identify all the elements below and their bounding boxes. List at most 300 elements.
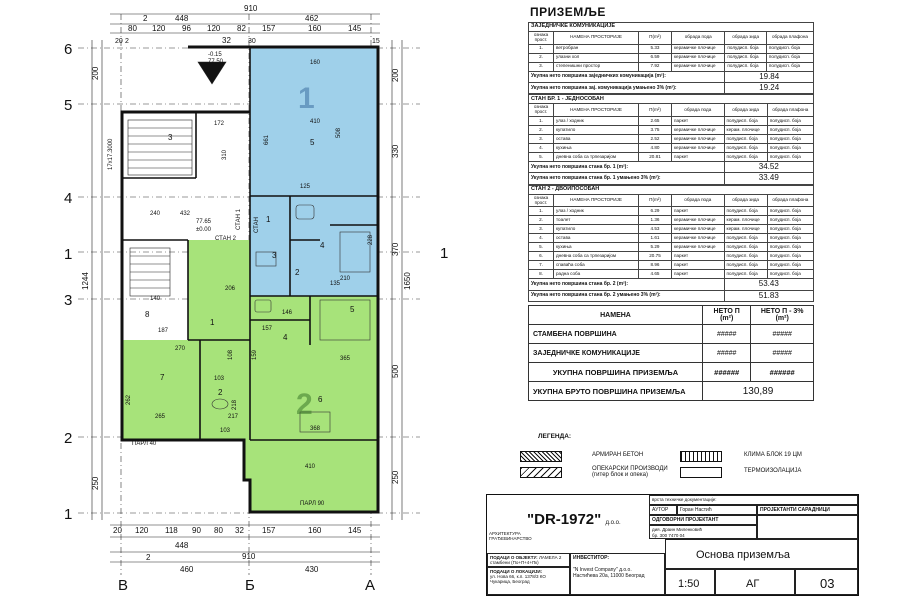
- col-header: обрада пода: [672, 194, 725, 207]
- apartment-1-table: [528, 94, 814, 184]
- table-row: [529, 62, 814, 71]
- table-cell: паркет: [672, 207, 725, 216]
- table-cell: полудисп. боја: [724, 270, 767, 279]
- table-cell: полудисп. боја: [725, 44, 766, 53]
- dim-top: 145: [348, 24, 362, 33]
- summary-row-net3: #####: [751, 344, 814, 363]
- dim-label: -0.15: [208, 52, 222, 58]
- table-cell: 20.75: [639, 252, 672, 261]
- col-header: ознака прост.: [529, 194, 554, 207]
- dim-top: 96: [182, 24, 191, 33]
- col-header: П(m²): [639, 194, 672, 207]
- dim-label: 77.50: [208, 59, 224, 65]
- table-cell: 3.: [529, 62, 554, 71]
- responsible-name: дия. Драин Миленковић: [652, 527, 703, 532]
- table-cell: керамичке плочице: [672, 44, 725, 53]
- dim-label: 146: [282, 310, 293, 316]
- table-cell: радна соба: [554, 270, 639, 279]
- legend-swatch-insulation: [680, 467, 722, 478]
- room-label: 1: [266, 215, 271, 224]
- dim-label: 103: [220, 428, 231, 434]
- table-cell: полудисп. боја: [767, 243, 813, 252]
- dim-bottom: 118: [165, 526, 178, 535]
- office-suffix: д.о.о.: [605, 520, 621, 526]
- axis-row-1: 1: [64, 246, 73, 263]
- axis-col-b: Б: [245, 577, 255, 594]
- dim-label: 270: [175, 346, 186, 352]
- table-cell: кухиња: [554, 144, 639, 153]
- col-header: П(m²): [639, 104, 672, 117]
- legend-swatch-concrete: [520, 451, 562, 462]
- table-cell: 3.75: [639, 126, 672, 135]
- room-label: 7: [160, 373, 165, 382]
- table-cell: 2.: [529, 126, 554, 135]
- dim-label: 228: [368, 234, 374, 245]
- dim-left: 250: [91, 476, 100, 490]
- dim-top: 80: [128, 24, 137, 33]
- dim-bottom: 90: [192, 526, 201, 535]
- table-cell: керам. плочице: [724, 225, 767, 234]
- reduced-label: Укупна нето површина зај. комуникација умањено 3% (m²):: [529, 83, 725, 94]
- table-cell: полудисп. боја: [767, 135, 813, 144]
- col-header: НАМЕНА ПРОСТОРИЈЕ: [554, 104, 639, 117]
- investor-name: "N Invest Company" д.о.о.: [573, 567, 632, 573]
- drawing-discipline: АГ: [715, 569, 795, 595]
- legend-label: КЛИМА БЛОК 19 ЦМ: [744, 452, 802, 458]
- office-logo: [527, 511, 621, 528]
- dim-top: 910: [244, 4, 258, 13]
- summary-header-net: НЕТО П (m²): [703, 306, 751, 325]
- table-cell: полудисп. боја: [725, 53, 766, 62]
- table-cell: 4.: [529, 234, 554, 243]
- location-value: ул. Нова 66, к.п. 1378/3 КО Чукарица, Београд: [490, 574, 546, 584]
- dim-label: ПАРЛ 90: [300, 501, 325, 507]
- dim-label: 103: [214, 376, 225, 382]
- table-row: [529, 261, 814, 270]
- dim-bottom: 448: [175, 541, 189, 550]
- investor-label: ИНВЕСТИТОР:: [573, 555, 610, 561]
- col-header: обрада плафона: [767, 104, 813, 117]
- table-row: [529, 53, 814, 62]
- table-row: [529, 252, 814, 261]
- legend-label: ОПЕКАРСКИ ПРОИЗВОДИ (гитер блок и опека): [592, 466, 668, 478]
- legend-label: АРМИРАН БЕТОН: [592, 452, 644, 458]
- table-cell: керамичке плочице: [672, 225, 725, 234]
- col-header: обрада зида: [725, 32, 766, 45]
- table-cell: купатило: [554, 225, 639, 234]
- dim-top: 32: [222, 36, 231, 45]
- dim-bottom: 120: [135, 526, 149, 535]
- table-cell: керамичке плочице: [672, 144, 725, 153]
- table-cell: степенишни простор: [554, 62, 639, 71]
- dim-left: 1244: [81, 272, 90, 290]
- dim-label: 108: [228, 349, 234, 360]
- table-cell: паркет: [672, 117, 725, 126]
- dim-label: СТАН: [254, 217, 260, 233]
- table-cell: остава: [554, 135, 639, 144]
- summary-total-label: УКУПНА ПОВРШИНА ПРИЗЕМЉА: [529, 363, 703, 382]
- sheet-title: ПРИЗЕМЉЕ: [530, 5, 606, 19]
- table-cell: 2.52: [639, 135, 672, 144]
- drawing-title: Основа приземља: [665, 539, 858, 569]
- dim-label: 77.65: [196, 219, 212, 225]
- dim-label: СТАН 2: [215, 236, 236, 242]
- room-label: 4: [283, 333, 288, 342]
- table-cell: полудисп. боја: [724, 117, 767, 126]
- title-block: [486, 494, 859, 596]
- table-cell: полудисп. боја: [767, 261, 813, 270]
- table-cell: паркет: [672, 270, 725, 279]
- summary-row-net3: #####: [751, 325, 814, 344]
- dim-label: 172: [214, 121, 225, 127]
- table-cell: керамичке плочице: [672, 135, 725, 144]
- dim-top: 120: [152, 24, 166, 33]
- object-value: ЛАМЕЛА 2 стамбени (По+П+4+Пк): [490, 555, 562, 565]
- table-row: [529, 225, 814, 234]
- table-cell: остава: [554, 234, 639, 243]
- apartment-2-number: 2: [296, 388, 313, 421]
- room-label: 2: [295, 268, 300, 277]
- table-cell: дневна соба са трпезаријом: [554, 153, 639, 162]
- dim-label: 17x17.3000: [108, 138, 114, 170]
- table-cell: 4.53: [639, 225, 672, 234]
- table-row: [529, 144, 814, 153]
- dim-label: 218: [232, 399, 238, 410]
- dim-bottom: 2: [146, 553, 151, 562]
- table-cell: полудисп. боја: [724, 252, 767, 261]
- axis-row-5: 5: [64, 97, 73, 114]
- table-cell: 1.36: [639, 216, 672, 225]
- summary-row-label: СТАМБЕНА ПОВРШИНА: [529, 325, 703, 344]
- table-cell: керам. плочице: [724, 126, 767, 135]
- dim-right: 500: [391, 364, 400, 378]
- dim-label: 157: [262, 326, 273, 332]
- table-cell: полудисп. боја: [766, 44, 813, 53]
- dim-bottom: 910: [242, 552, 256, 561]
- room-label: 3: [168, 133, 173, 142]
- apartment-1-number: 1: [298, 82, 315, 115]
- dim-label: 410: [310, 119, 321, 125]
- table-cell: 6.: [529, 252, 554, 261]
- table-cell: 3.: [529, 225, 554, 234]
- dim-right: 370: [391, 242, 400, 256]
- common-areas-table: [528, 22, 814, 94]
- reduced-value: 19.24: [725, 83, 814, 94]
- axis-row-2: 2: [64, 430, 73, 447]
- dim-top: 160: [308, 24, 322, 33]
- table-cell: 8.96: [639, 261, 672, 270]
- table-cell: полудисп. боја: [767, 207, 813, 216]
- total-label: Укупна нето површина заједничких комуникација (m²):: [529, 71, 725, 82]
- dim-bottom: 80: [214, 526, 223, 535]
- dim-label: 140: [150, 296, 161, 302]
- table-cell: керамичке плочице: [672, 53, 725, 62]
- table-cell: полудисп. боја: [767, 117, 813, 126]
- table-cell: полудисп. боја: [767, 252, 813, 261]
- table-row: [529, 44, 814, 53]
- col-header: обрада пода: [672, 32, 725, 45]
- col-header: обрада зида: [724, 194, 767, 207]
- room-label: 2: [218, 388, 223, 397]
- legend: [520, 433, 830, 485]
- dim-label: 432: [180, 211, 191, 217]
- dim-top: 448: [175, 14, 189, 23]
- table-cell: 2.: [529, 216, 554, 225]
- table-cell: полудисп. боја: [724, 207, 767, 216]
- col-header: обрада пода: [672, 104, 725, 117]
- dim-label: СТАН 1: [236, 209, 242, 230]
- dim-label: 206: [225, 286, 236, 292]
- dim-bottom: 460: [180, 565, 194, 574]
- dim-right: 330: [391, 144, 400, 158]
- table-cell: 1.61: [639, 234, 672, 243]
- table-cell: 1.: [529, 44, 554, 53]
- table-cell: полудисп. боја: [767, 234, 813, 243]
- dim-label: ПАРЛ 40: [132, 441, 157, 447]
- table-cell: полудисп. боја: [766, 62, 813, 71]
- dim-top: 82: [237, 24, 246, 33]
- total-value: 19.84: [725, 71, 814, 82]
- dim-bottom: 32: [235, 526, 244, 535]
- table-cell: полудисп. боја: [767, 270, 813, 279]
- table-cell: полудисп. боја: [724, 153, 767, 162]
- total-label: Укупна нето површина стана бр. 2 (m²):: [529, 279, 725, 290]
- table-cell: 2.: [529, 53, 554, 62]
- room-label: 5: [310, 138, 315, 147]
- table-cell: керам. плочице: [724, 216, 767, 225]
- table-cell: паркет: [672, 153, 725, 162]
- table-cell: керамичке плочице: [672, 243, 725, 252]
- table-cell: 6.59: [639, 53, 672, 62]
- dim-label: 125: [300, 184, 311, 190]
- dim-label: 135: [330, 281, 341, 287]
- reduced-label: Укупна нето површина стана бр. 1 умањено 3% (m²):: [529, 173, 725, 184]
- col-header: обрада зида: [724, 104, 767, 117]
- dim-right: 250: [391, 470, 400, 484]
- legend-swatch-brick: [520, 467, 562, 478]
- table-row: [529, 270, 814, 279]
- room-label: 1: [210, 318, 215, 327]
- table-cell: 5.: [529, 153, 554, 162]
- table-cell: 4.65: [639, 270, 672, 279]
- table-cell: полудисп. боја: [767, 144, 813, 153]
- dim-top: 157: [262, 24, 276, 33]
- office-subtitle: АРХИТЕКТУРА ГРАЂЕВИНАРСТВО: [489, 531, 532, 541]
- dim-label: 365: [340, 356, 351, 362]
- col-header: обрада плафона: [766, 32, 813, 45]
- license-number: бр. 300 7470 04: [652, 533, 685, 538]
- dim-top-small: 20: [115, 38, 123, 45]
- table-cell: 7.: [529, 261, 554, 270]
- axis-col-v: В: [118, 577, 129, 594]
- table-cell: 3.: [529, 135, 554, 144]
- room-label: 8: [145, 310, 150, 319]
- dim-label: 159: [252, 349, 258, 360]
- table-cell: кухиња: [554, 243, 639, 252]
- axis-row-3: 3: [64, 292, 73, 309]
- room-label: 4: [320, 241, 325, 250]
- table-cell: полудисп. боја: [767, 126, 813, 135]
- table-cell: полудисп. боја: [724, 144, 767, 153]
- table-heading: ЗАЈЕДНИЧКЕ КОМУНИКАЦИЈЕ: [529, 23, 814, 32]
- dim-bottom: 430: [305, 565, 319, 574]
- dim-bottom: 160: [308, 526, 322, 535]
- summary-total-net3: ######: [751, 363, 814, 382]
- dim-right: 1650: [403, 272, 412, 290]
- table-cell: полудисп. боја: [767, 216, 813, 225]
- table-row: [529, 207, 814, 216]
- table-cell: 4.80: [639, 144, 672, 153]
- axis-row-4: 4: [64, 190, 73, 207]
- location-label: ПОДАЦИ О ЛОКАЦИЈИ:: [490, 569, 543, 574]
- area-summary-table: [528, 305, 814, 401]
- col-header: НАМЕНА ПРОСТОРИЈЕ: [554, 32, 639, 45]
- total-label: Укупна нето површина стана бр. 1 (m²):: [529, 162, 725, 173]
- table-row: [529, 216, 814, 225]
- table-heading: СТАН БР. 1 - ЈЕДНОСОБАН: [529, 95, 814, 104]
- table-cell: 2.65: [639, 117, 672, 126]
- legend-swatch-block: [680, 451, 722, 462]
- table-cell: полудисп. боја: [724, 234, 767, 243]
- reduced-label: Укупна нето површина стана бр. 2 умањено 3% (m²):: [529, 290, 725, 301]
- dim-right: 200: [391, 68, 400, 82]
- table-cell: полудисп. боја: [767, 153, 813, 162]
- dim-bottom: 145: [348, 526, 362, 535]
- table-cell: 1.: [529, 207, 554, 216]
- dim-label: 661: [264, 134, 270, 145]
- summary-total-net: ######: [703, 363, 751, 382]
- doc-type-label: врста техничке документације:: [649, 495, 858, 505]
- col-header: НАМЕНА ПРОСТОРИЈЕ: [554, 194, 639, 207]
- col-header: обрада плафона: [767, 194, 813, 207]
- axis-col-a: А: [365, 577, 376, 594]
- dim-label: ±0.00: [196, 227, 211, 233]
- reduced-value: 51.83: [724, 290, 813, 301]
- dim-label: 240: [150, 211, 161, 217]
- table-cell: паркет: [672, 261, 725, 270]
- table-cell: полудисп. боја: [766, 53, 813, 62]
- axis-right-1: 1: [440, 245, 449, 262]
- dim-label: 368: [310, 426, 321, 432]
- dim-label: 410: [305, 464, 316, 470]
- table-cell: дневна соба са трпезаријом: [554, 252, 639, 261]
- summary-row-label: ЗАЈЕДНИЧКЕ КОМУНИКАЦИЈЕ: [529, 344, 703, 363]
- table-cell: 5.29: [639, 243, 672, 252]
- table-cell: 5.: [529, 243, 554, 252]
- reduced-value: 33.49: [724, 173, 813, 184]
- dim-top: 2: [143, 14, 148, 23]
- summary-header-net3: НЕТО П - 3% (m²): [751, 306, 814, 325]
- apartment-2-table: [528, 185, 814, 302]
- table-cell: керамичке плочице: [672, 126, 725, 135]
- axis-row-6: 6: [64, 41, 73, 58]
- dim-top: 462: [305, 14, 319, 23]
- dim-label: 210: [340, 276, 351, 282]
- col-header: П(m²): [639, 32, 672, 45]
- table-cell: тоалет: [554, 216, 639, 225]
- axis-row-1b: 1: [64, 506, 73, 523]
- room-label: 3: [272, 251, 277, 260]
- dim-top-small: 2: [125, 38, 129, 45]
- table-cell: 7.92: [639, 62, 672, 71]
- table-cell: улазни хол: [554, 53, 639, 62]
- dim-bottom: 157: [262, 526, 276, 535]
- table-cell: 8.: [529, 270, 554, 279]
- dim-bottom: 20: [113, 526, 122, 535]
- table-heading: СТАН 2 - ДВОИПОСОБАН: [529, 185, 814, 194]
- legend-title: ЛЕГЕНДА:: [538, 433, 572, 440]
- table-cell: 20.81: [639, 153, 672, 162]
- table-row: [529, 234, 814, 243]
- office-name: "DR-1972": [527, 511, 602, 528]
- summary-gross-label: УКУПНА БРУТО ПОВРШИНА ПРИЗЕМЉА: [529, 382, 703, 401]
- author-label: АУТОР: [649, 505, 677, 515]
- table-cell: полудисп. боја: [724, 243, 767, 252]
- total-value: 53.43: [724, 279, 813, 290]
- table-cell: 4.: [529, 144, 554, 153]
- room-schedule: [528, 5, 814, 401]
- table-cell: 1.: [529, 117, 554, 126]
- table-cell: полудисп. боја: [724, 135, 767, 144]
- summary-gross-value: 130,89: [703, 382, 814, 401]
- table-row: [529, 135, 814, 144]
- dim-top-small: 15: [372, 38, 380, 45]
- dim-label: 160: [310, 60, 321, 66]
- dim-top-small: 30: [248, 38, 256, 45]
- table-cell: купатило: [554, 126, 639, 135]
- legend-label: ТЕРМОИЗОЛАЦИЈА: [744, 468, 802, 474]
- room-label: 6: [318, 395, 323, 404]
- table-cell: керамичке плочице: [672, 62, 725, 71]
- dim-label: 508: [336, 127, 342, 138]
- room-label: 5: [350, 305, 355, 314]
- table-row: [529, 126, 814, 135]
- dim-label: 265: [155, 414, 166, 420]
- sheet-number: 03: [795, 569, 858, 595]
- table-cell: 6.29: [639, 207, 672, 216]
- design-team-label: ПРОЈЕКТАНТИ САРАДНИЦИ: [757, 505, 858, 515]
- table-cell: полудисп. боја: [725, 62, 766, 71]
- summary-row-net: #####: [703, 325, 751, 344]
- table-cell: керамичке плочице: [672, 234, 725, 243]
- table-row: [529, 243, 814, 252]
- dim-left: 200: [91, 66, 100, 80]
- table-cell: паркет: [672, 252, 725, 261]
- col-header: ознака прост.: [529, 32, 554, 45]
- table-cell: 5.33: [639, 44, 672, 53]
- dim-label: 187: [158, 328, 169, 334]
- dim-label: 217: [228, 414, 239, 420]
- investor-address: Настићева 20а, 11000 Београд: [573, 573, 645, 579]
- author-name: Горан Настић: [677, 505, 757, 515]
- table-cell: улаз / ходник: [554, 207, 639, 216]
- table-cell: ветробран: [554, 44, 639, 53]
- dim-label: 310: [222, 149, 228, 160]
- table-cell: полудисп. боја: [767, 225, 813, 234]
- col-header: ознака прост.: [529, 104, 554, 117]
- summary-row-net: #####: [703, 344, 751, 363]
- dim-label: 262: [126, 394, 132, 405]
- object-label: ПОДАЦИ О ОБЈЕКТУ:: [490, 555, 538, 560]
- table-cell: полудисп. боја: [724, 261, 767, 270]
- table-row: [529, 117, 814, 126]
- summary-header-name: НАМЕНА: [529, 306, 703, 325]
- responsible-label: ОДГОВОРНИ ПРОЈЕКТАНТ: [649, 515, 757, 525]
- drawing-scale: 1:50: [665, 569, 715, 595]
- table-cell: улаз / ходник: [554, 117, 639, 126]
- table-cell: керамичке плочице: [672, 216, 725, 225]
- table-cell: спаваћа соба: [554, 261, 639, 270]
